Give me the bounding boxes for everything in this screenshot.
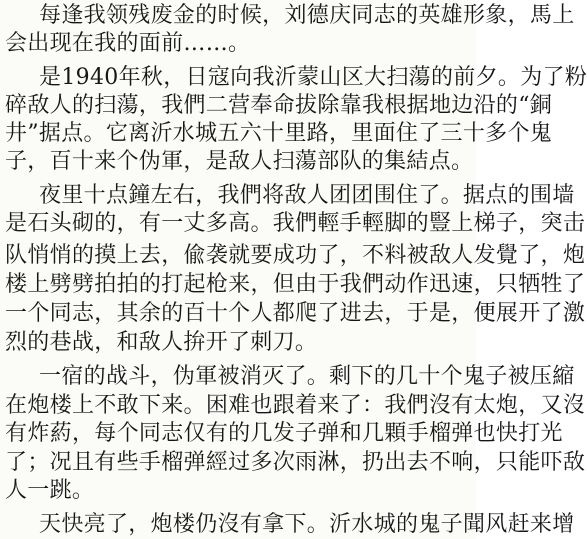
text-line: 会出现在我的面前……。: [5, 31, 251, 56]
text-line: 子，百十来个伪軍，是敌人扫蕩部队的集結点。: [5, 149, 474, 174]
text-line: 人一跳。: [5, 478, 95, 503]
text-line: 碎 敌 人 的 扫 蕩 ， 我 們 二 营 奉 命 拔 除 靠 我 根 据 地 边 沿 的 “ 銅: [5, 93, 553, 118]
text-line: 了 ； 况 且 有 些 手 榴 弹 經 过 多 次 雨 淋 ， 扔 出 去 不 响 ， 只 能 吓 敌: [5, 450, 586, 475]
text-line: 天 快 亮 了 ， 炮 楼 仍 沒 有 拿 下 。 沂 水 城 的 鬼 子 聞 风 赶 来 增: [39, 512, 575, 537]
text-line: 楼 上 劈 劈 拍 拍 的 打 起 枪 来 ， 但 由 于 我 們 动 作 迅 速 ， 只 牺 牲 了: [5, 272, 586, 297]
text-line: 是 石 头 砌 的 ， 有 一 丈 多 高 。 我 們 輕 手 輕 脚 的 豎 上 梯 子 ， 突 击: [5, 211, 586, 236]
text-line: 夜 里 十 点 鐘 左 右 ， 我 們 将 敌 人 团 团 围 住 了 。 据 点 的 围 墙: [39, 183, 575, 208]
text-line: 烈的巷战，和敌人拚开了刺刀。: [5, 330, 318, 355]
text-line: 队 悄 悄 的 摸 上 去 ， 偸 袭 就 要 成 功 了 ， 不 料 被 敌 人 发 覺 了 ， 炮: [5, 243, 586, 268]
text-line: 一 个 同 志 ， 其 余 的 百 十 个 人 都 爬 了 进 去 ， 于 是 ， 便 展 开 了 激: [5, 301, 586, 326]
text-line: 是 1 9 4 0 年 秋 ， 日 寇 向 我 沂 蒙 山 区 大 扫 蕩 的 前 夕 。 为 了 粉: [39, 65, 587, 90]
text-line: 有 炸 葯 ， 每 个 同 志 仅 有 的 几 发 子 弹 和 几 顆 手 榴 弹 也 快 打 光: [5, 421, 563, 446]
text-line: 每 逢 我 领 残 废 金 的 时 候 ， 刘 德 庆 同 志 的 英 雄 形 象 ， 馬 上: [39, 3, 575, 28]
text-line: 在 炮 楼 上 不 敢 下 来 。 困 难 也 跟 着 来 了 ： 我 們 沒 有 太 炮 ， 又 沒: [5, 393, 586, 418]
text-line: 一 宿 的 战 斗 ， 伪 軍 被 消 灭 了 。 剩 下 的 几 十 个 鬼 子 被 压 縮: [39, 364, 575, 389]
text-line: 井 ” 据 点 。 它 离 沂 水 城 五 六 十 里 路 ， 里 面 住 了 三 十 多 个 鬼: [5, 121, 553, 146]
